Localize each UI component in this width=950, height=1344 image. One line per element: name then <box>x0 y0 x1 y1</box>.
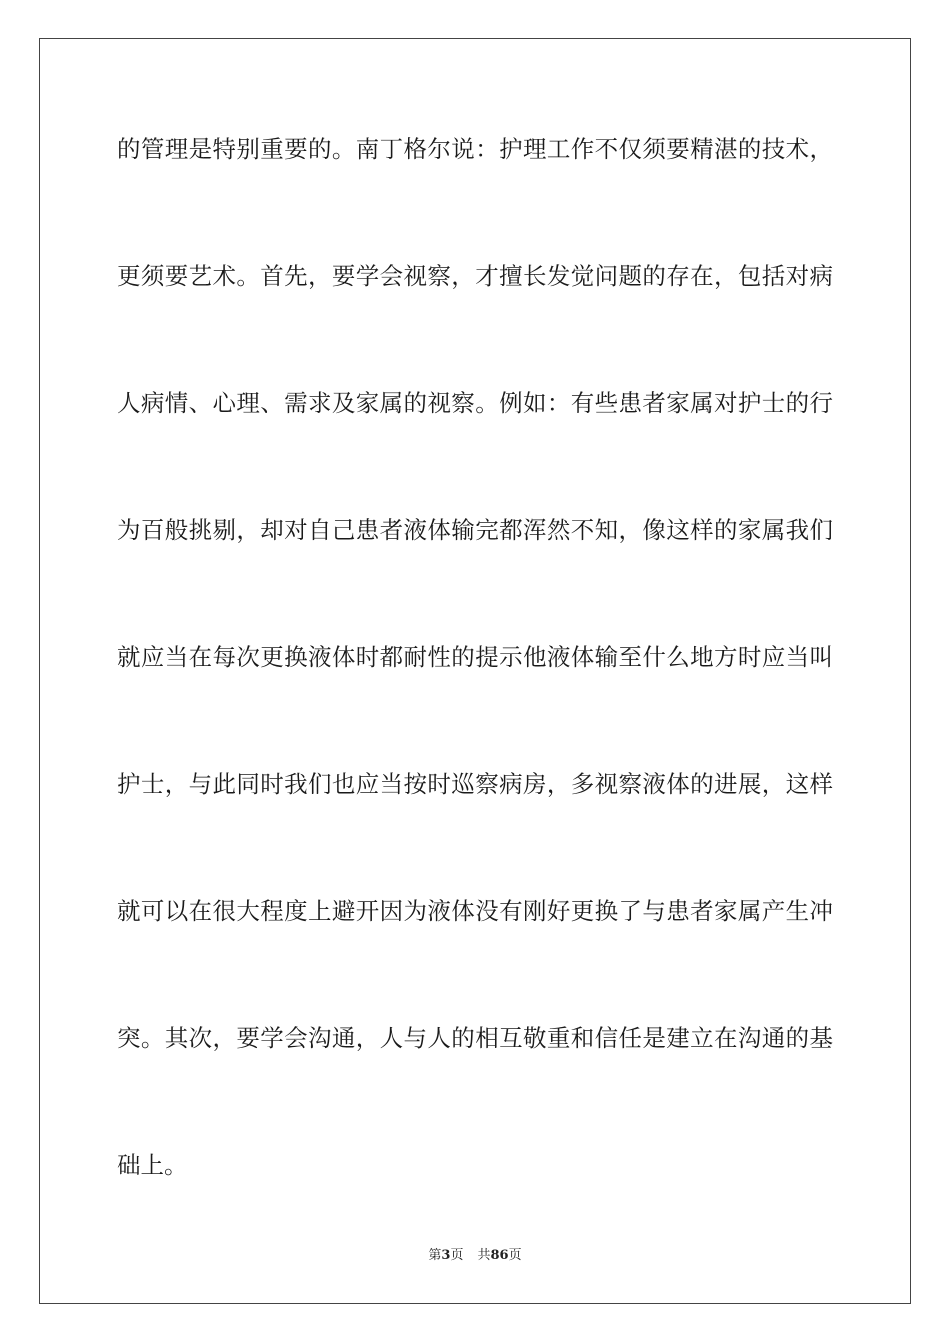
text-line: 础上。 <box>117 1151 188 1179</box>
text-line: 更须要艺术。首先，要学会视察，才擅长发觉问题的存在，包括对病 <box>117 262 833 290</box>
text-line: 就应当在每次更换液体时都耐性的提示他液体输至什么地方时应当叫 <box>117 643 833 671</box>
current-page-number: 3 <box>441 1248 451 1263</box>
text-line: 的管理是特别重要的。南丁格尔说：护理工作不仅须要精湛的技术， <box>117 135 833 163</box>
total-page-count: 86 <box>490 1248 509 1263</box>
page-prefix: 第 <box>428 1248 442 1263</box>
page-indicator <box>428 1248 463 1263</box>
total-suffix: 页 <box>508 1248 522 1263</box>
page-suffix: 页 <box>450 1248 464 1263</box>
text-line: 人病情、心理、需求及家属的视察。例如：有些患者家属对护士的行 <box>117 389 833 417</box>
text-line: 护士，与此同时我们也应当按时巡察病房，多视察液体的进展，这样 <box>117 770 833 798</box>
text-line: 就可以在很大程度上避开因为液体没有刚好更换了与患者家属产生冲 <box>117 897 833 925</box>
total-prefix: 共 <box>477 1248 491 1263</box>
total-pages-indicator <box>477 1248 521 1263</box>
document-body <box>117 125 833 1268</box>
page-footer <box>0 1246 950 1266</box>
text-line: 为百般挑剔，却对自己患者液体输完都浑然不知，像这样的家属我们 <box>117 516 833 544</box>
text-line: 突。其次，要学会沟通，人与人的相互敬重和信任是建立在沟通的基 <box>117 1024 833 1052</box>
